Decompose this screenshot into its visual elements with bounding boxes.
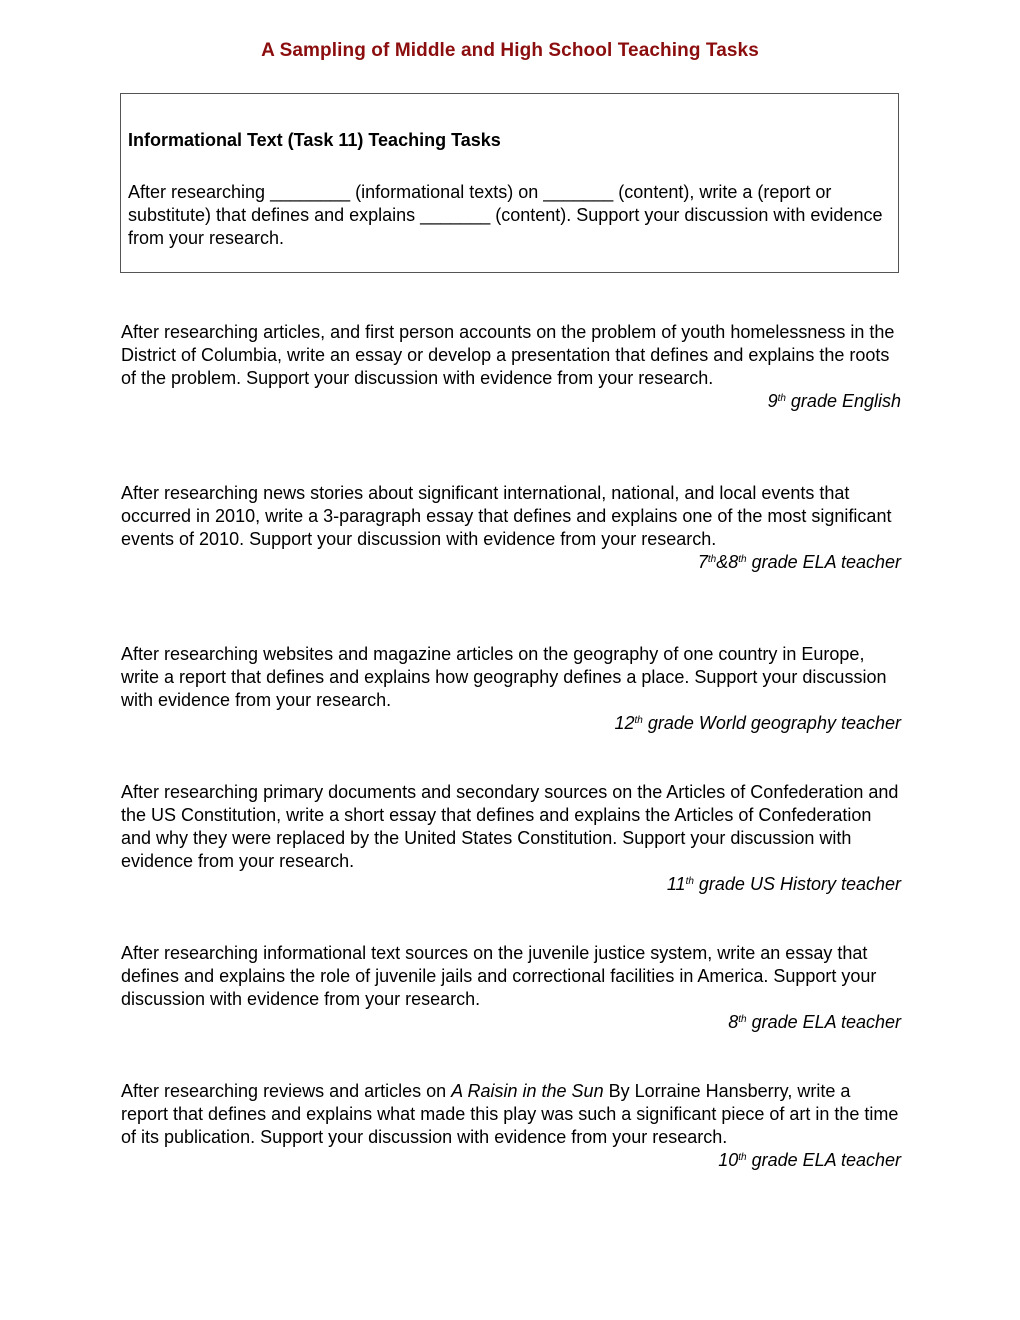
example-attribution: 7th&8th grade ELA teacher xyxy=(697,552,901,572)
document-title: A Sampling of Middle and High School Teaching Tasks xyxy=(261,40,759,61)
example-text: After researching articles, and first person accounts on the problem of youth homelessness in the District of Columbia, write an essay or develop a presentation that defines and explains the roots of the problem. Support your discussion with evidence from your research. xyxy=(121,322,895,388)
example-attribution: 8th grade ELA teacher xyxy=(728,1012,901,1032)
example-attribution: 12th grade World geography teacher xyxy=(614,713,901,733)
task-heading: Informational Text (Task 11) Teaching Tasks xyxy=(128,130,501,150)
task-template-box xyxy=(120,93,899,273)
example-text: After researching reviews and articles on A Raisin in the Sun By Lorraine Hansberry, write a report that defines and explains what made this play was such a significant piece of art in the time of its publication. Support your discussion with evidence from your research. xyxy=(121,1081,899,1147)
example-text: After researching informational text sources on the juvenile justice system, write an essay that defines and explains the role of juvenile jails and correctional facilities in America. Support your discussion with evidence from your research. xyxy=(121,943,877,1009)
example-task-5 xyxy=(121,942,901,1034)
example-task-4 xyxy=(121,781,901,896)
example-attribution: 11th grade US History teacher xyxy=(666,874,901,894)
example-text: After researching news stories about significant international, national, and local events that occurred in 2010, write a 3-paragraph essay that defines and explains one of the most significant events of 2010. Support your discussion with evidence from your research. xyxy=(121,483,892,549)
example-task-2 xyxy=(121,482,901,574)
example-attribution: 10th grade ELA teacher xyxy=(718,1150,901,1170)
example-text: After researching websites and magazine articles on the geography of one country in Europe, write a report that defines and explains how geography defines a place. Support your discussion with evidence from your research. xyxy=(121,644,887,710)
example-task-1 xyxy=(121,321,901,413)
example-attribution: 9th grade English xyxy=(767,391,901,411)
example-text: After researching primary documents and secondary sources on the Articles of Confederation and the US Constitution, write a short essay that defines and explains the Articles of Confederation and why they were replaced by the United States Constitution. Support your discussion with evidence from your research. xyxy=(121,782,899,871)
task-template-text: After researching ________ (informational texts) on _______ (content), write a (report or substitute) that defines and explains _______ (content). Support your discussion with evidence from your research. xyxy=(128,182,883,248)
example-task-6 xyxy=(121,1080,901,1172)
example-task-3 xyxy=(121,643,901,735)
